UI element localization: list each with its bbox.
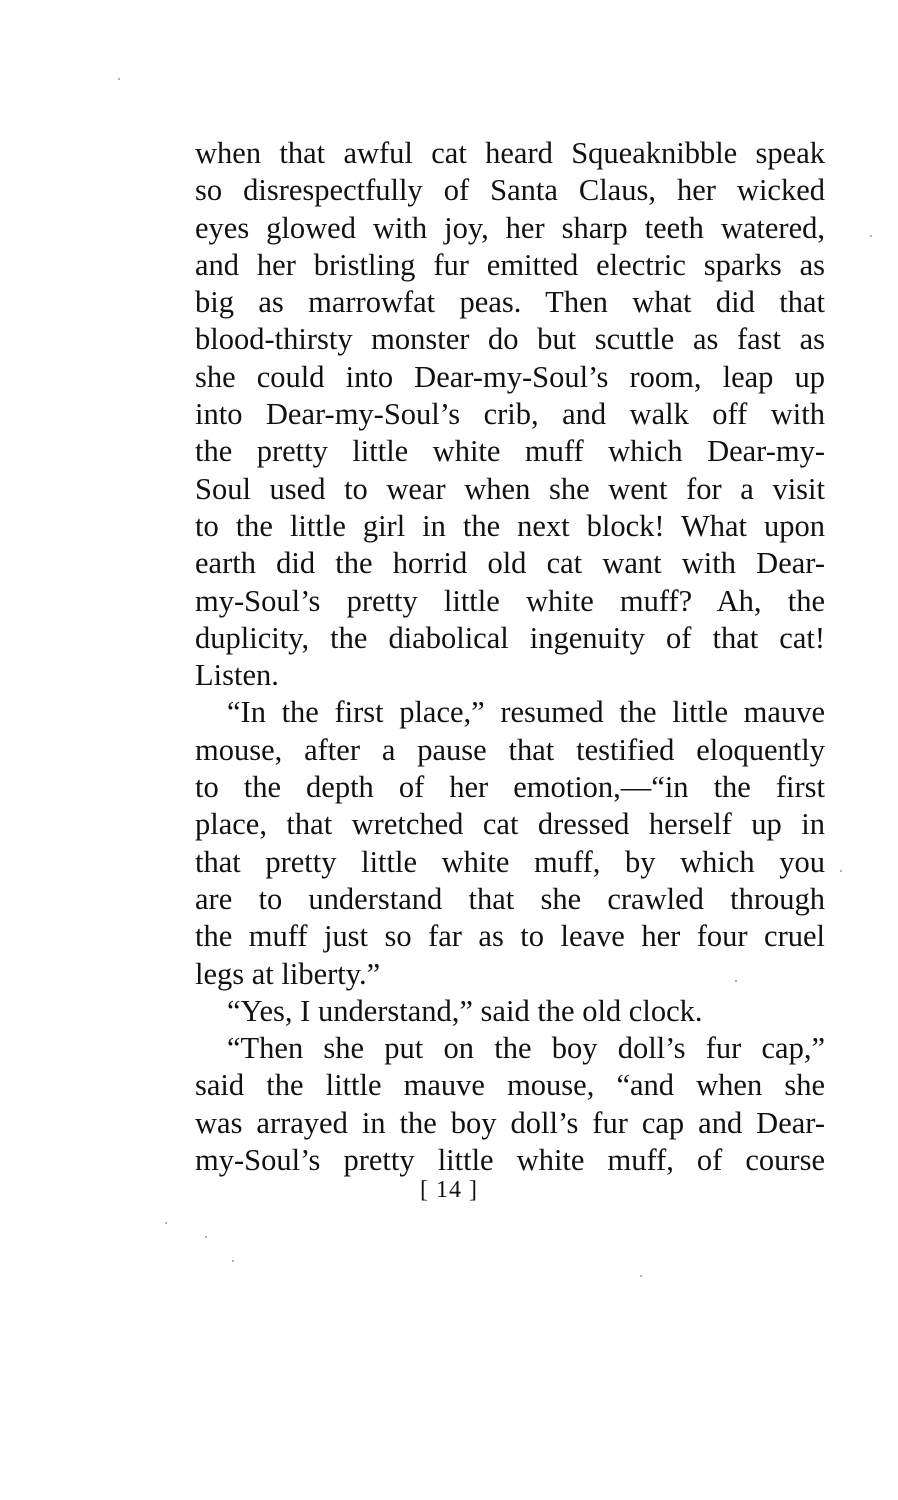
text-line: big as marrowfat peas. Then what did that — [195, 285, 825, 320]
text-line: to the little girl in the next block! What upon — [195, 508, 825, 543]
text-line: and her bristling fur emitted electric sparks as — [195, 247, 825, 282]
text-line: was arrayed in the boy doll’s fur cap and Dear- — [195, 1105, 825, 1140]
text-line: place, that wretched cat dressed herself up in — [195, 807, 825, 842]
paper-speck — [640, 1275, 642, 1277]
text-line: Soul used to wear when she went for a visit — [195, 471, 825, 506]
text-line: blood-thirsty monster do but scuttle as fast as — [195, 322, 825, 357]
text-line: are to understand that she crawled through — [195, 881, 825, 916]
page-number: [ 14 ] — [420, 1177, 478, 1203]
text-line: the muff just so far as to leave her four cruel — [195, 919, 825, 954]
text-line: Listen. — [195, 658, 279, 693]
body-text — [195, 135, 825, 1179]
text-line: “Then she put on the boy doll’s fur cap,” — [227, 1031, 825, 1066]
text-line: when that awful cat heard Squeaknibble speak — [195, 136, 825, 170]
text-line: my-Soul’s pretty little white muff, of course — [195, 1143, 825, 1178]
text-line: my-Soul’s pretty little white muff? Ah, the — [195, 583, 825, 618]
text-line: “In the first place,” resumed the little mauve — [227, 695, 825, 730]
paper-speck — [205, 1236, 207, 1238]
paper-speck — [735, 980, 737, 982]
text-line: the pretty little white muff which Dear-my- — [195, 434, 825, 469]
text-line: mouse, after a pause that testified eloquently — [195, 732, 825, 767]
text-line: she could into Dear-my-Soul’s room, leap up — [195, 359, 825, 394]
text-line: earth did the horrid old cat want with Dear- — [195, 546, 825, 581]
paper-speck — [870, 235, 872, 237]
paper-speck — [840, 870, 842, 872]
text-line: duplicity, the diabolical ingenuity of that cat! — [195, 620, 825, 655]
text-line: that pretty little white muff, by which you — [195, 844, 825, 879]
text-line: eyes glowed with joy, her sharp teeth watered, — [195, 210, 825, 245]
text-line: into Dear-my-Soul’s crib, and walk off with — [195, 397, 825, 432]
paper-speck — [232, 1260, 234, 1262]
text-line: “Yes, I understand,” said the old clock. — [227, 993, 703, 1028]
text-line: to the depth of her emotion,—“in the first — [195, 770, 825, 805]
text-line: legs at liberty.” — [195, 956, 381, 991]
paper-speck — [165, 1222, 167, 1224]
text-line: so disrespectfully of Santa Claus, her wicked — [195, 173, 825, 208]
paper-speck — [118, 78, 120, 80]
text-line: said the little mauve mouse, “and when she — [195, 1068, 825, 1103]
